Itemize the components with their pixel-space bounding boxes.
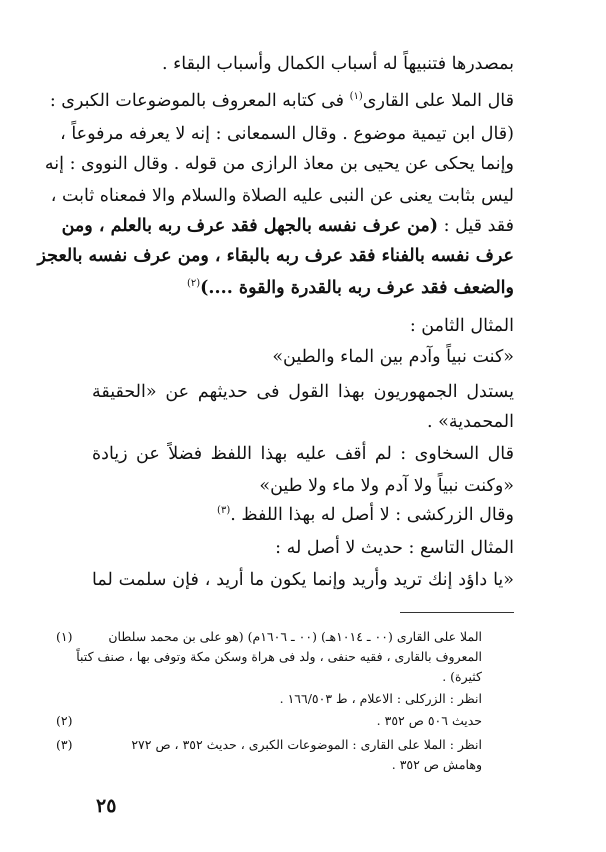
body-text: وقال الزركشى : لا أصل له بهذا اللفظ . xyxy=(230,505,514,525)
body-line: «يا داؤد إنك تريد وأريد وإنما يكون ما أريد ، فإن سلمت لما xyxy=(92,570,514,590)
section-heading: المثال الثامن : xyxy=(409,316,514,336)
page-number: ٢٥ xyxy=(96,795,117,817)
body-line xyxy=(92,276,514,300)
body-text: قال الملا على القارى xyxy=(362,91,514,111)
body-line: وإنما يحكى عن يحيى بن معاذ الرازى من قوله . وقال النووى : إنه xyxy=(44,154,514,174)
quote-bold: (من عرف نفسه بالجهل فقد عرف ربه بالعلم ، ومن xyxy=(61,216,439,236)
body-line: يستدل الجمهوريون بهذا القول فى حديثهم عن «الحقيقة xyxy=(92,382,514,402)
body-line xyxy=(92,503,514,527)
body-line: بمصدرها فتنبيهاً له أسباب الكمال وأسباب البقاء . xyxy=(161,54,514,74)
footnote-line: انظر : الزركلى : الاعلام ، ط ١٦٦/٥٠٣ . xyxy=(279,691,482,706)
footnote-line: انظر : الملا على القارى : الموضوعات الكبرى ، حديث ٣٥٢ ، ص ٢٧٢ xyxy=(131,737,482,752)
body-line xyxy=(49,89,514,113)
body-text: فقد قيل : xyxy=(443,216,514,236)
body-line: ليس بثابت يعنى عن النبى عليه الصلاة والسلام والا فمعناه ثابت ، xyxy=(50,186,514,206)
hadith-quote: «كنت نبياً وآدم بين الماء والطين» xyxy=(272,347,514,367)
footnote-line: حديث ٥٠٦ ص ٣٥٢ . xyxy=(376,713,482,728)
quote-bold-line: عرف نفسه بالفناء فقد عرف ربه بالبقاء ، ومن عرف نفسه بالعجز xyxy=(37,246,514,266)
footnote-ref: (١) xyxy=(349,91,363,103)
body-line: المحمدية» . xyxy=(427,412,514,432)
footnote-separator xyxy=(400,612,514,613)
footnote-line: كثيرة) . xyxy=(442,669,482,684)
footnote-ref: (٢) xyxy=(186,278,201,290)
footnote-line: المعروف بالقارى ، فقيه حنفى ، ولد فى هراة وسكن مكة وتوفى بها ، صنف كتباً xyxy=(76,649,482,664)
body-line xyxy=(61,214,514,238)
footnote-line: الملا على القارى (٠٠ ـ ١٠١٤هـ) (٠٠ ـ ١٦٠٦م) (هو على بن محمد سلطان xyxy=(108,629,482,644)
footnote-number: (٢) xyxy=(56,713,73,728)
quote-bold: والضعف فقد عرف ربه بالقدرة والقوة ....) xyxy=(200,278,514,298)
body-line: قال السخاوى : لم أقف عليه بهذا اللفظ فضلاً عن زيادة xyxy=(92,444,514,464)
section-heading: المثال التاسع : حديث لا أصل له : xyxy=(275,538,514,558)
footnote-number: (١) xyxy=(56,629,73,644)
footnote-line: وهامش ص ٣٥٢ . xyxy=(391,757,482,772)
hadith-quote: «وكنت نبياً ولا آدم ولا ماء ولا طين» xyxy=(259,476,514,496)
body-text: فى كتابه المعروف بالموضوعات الكبرى : xyxy=(49,91,345,111)
body-line: (قال ابن تيمية موضوع . وقال السمعانى : إنه لا يعرفه مرفوعاً ، xyxy=(60,124,514,144)
footnote-number: (٣) xyxy=(56,737,73,752)
footnote-ref: (٣) xyxy=(217,505,231,517)
